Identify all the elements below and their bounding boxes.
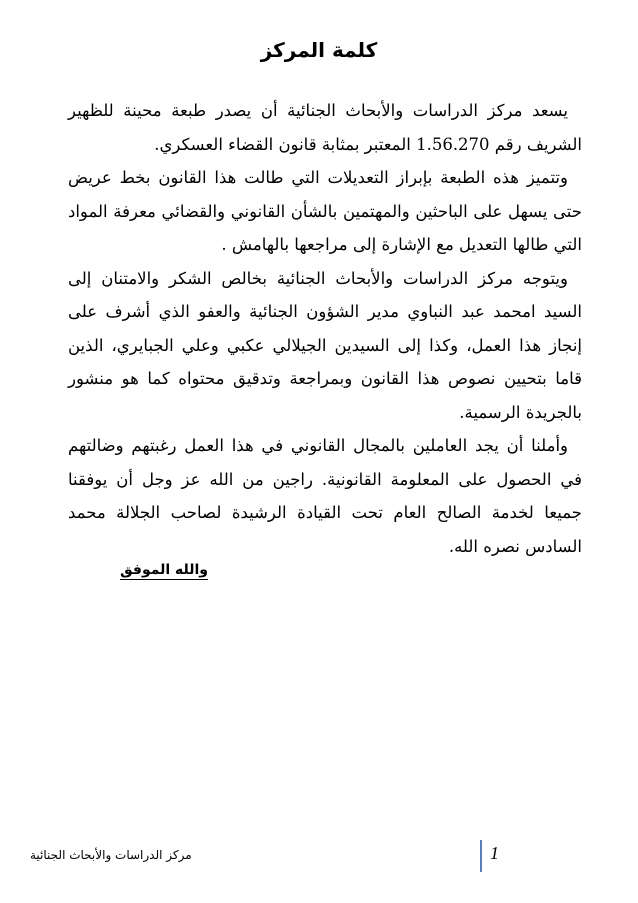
body-text bbox=[68, 94, 582, 563]
paragraph-features: وتتميز هذه الطبعة بإبراز التعديلات التي طالت هذا القانون بخط عريض حتى يسهل على الباحثين والمهتمين بالشأن القانوني والقضائي معرفة المواد التي طالها التعديل مع الإشارة إلى مراجعها بالهامش . bbox=[68, 168, 582, 254]
paragraph-thanks: ويتوجه مركز الدراسات والأبحاث الجنائية بخالص الشكر والامتنان إلى السيد امحمد عبد النباوي مدير الشؤون الجنائية والعفو الذي أشرف على إنجاز هذا العمل، وكذا إلى السيدين الجيلالي عكبي وعلي الجبايري، الذين قاما بتحيين نصوص هذا القانون وبمراجعة وتدقيق محتواه كما هو منشور بالجريدة الرسمية. bbox=[68, 268, 582, 422]
paragraph-intro: يسعد مركز الدراسات والأبحاث الجنائية أن يصدر طبعة محينة للظهير الشريف رقم 1.56.270 المعتبر بمثابة قانون القضاء العسكري. bbox=[68, 101, 582, 154]
page-title: كلمة المركز bbox=[260, 38, 378, 62]
paragraph-hope: وأملنا أن يجد العاملين بالمجال القانوني في هذا العمل رغبتهم وضالتهم في الحصول على المعلومة القانونية. راجين من الله عز وجل أن يوفقنا جميعا لخدمة الصالح العام تحت القيادة الرشيدة لصاحب الجلالة محمد السادس نصره الله. bbox=[68, 436, 582, 556]
closing-signature: والله الموفق bbox=[120, 562, 208, 578]
footer-divider bbox=[480, 840, 482, 872]
footer-publisher: مركز الدراسات والأبحاث الجنائية bbox=[30, 848, 192, 862]
page-number: 1 bbox=[490, 843, 499, 863]
